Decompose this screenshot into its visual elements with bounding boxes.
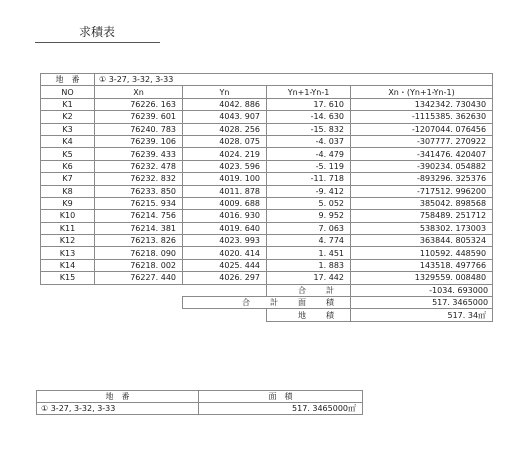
row-dy: -4. 037: [267, 135, 351, 147]
table-row: [41, 259, 493, 271]
row-yn: 4024. 219: [183, 148, 267, 160]
row-dy: -5. 119: [267, 160, 351, 172]
row-yn: 4028. 075: [183, 135, 267, 147]
row-dy: -4. 479: [267, 148, 351, 160]
col-header-dy: Yn+1-Yn-1: [267, 86, 351, 98]
table-row: [41, 123, 493, 135]
area-calculation-table: [40, 73, 493, 322]
summary-data-row: [37, 403, 363, 415]
row-dy: 1. 883: [267, 259, 351, 271]
summary-lot: ① 3-27, 3-32, 3-33: [37, 403, 199, 415]
row-no: K1: [41, 98, 95, 110]
table-row: [41, 222, 493, 234]
row-dy: 5. 052: [267, 197, 351, 209]
row-yn: 4025. 444: [183, 259, 267, 271]
row-xn: 76232. 478: [95, 160, 183, 172]
row-product: -341476. 420407: [351, 148, 493, 160]
area-total-label: 合 計 面 積: [183, 297, 351, 309]
row-no: K5: [41, 148, 95, 160]
lot-row: [41, 74, 493, 86]
row-dy: -11. 718: [267, 173, 351, 185]
row-no: K2: [41, 111, 95, 123]
title-underline: [35, 42, 160, 43]
row-yn: 4011. 878: [183, 185, 267, 197]
row-yn: 4009. 688: [183, 197, 267, 209]
row-yn: 4023. 596: [183, 160, 267, 172]
title-block: [35, 24, 160, 43]
page-title: 求積表: [79, 25, 116, 39]
summary-area-cell: [199, 403, 363, 415]
row-dy: 1. 451: [267, 247, 351, 259]
row-dy: 17. 442: [267, 272, 351, 284]
row-product: 385042. 898568: [351, 197, 493, 209]
row-product: 758489. 251712: [351, 210, 493, 222]
row-xn: 76227. 440: [95, 272, 183, 284]
summary-header-row: [37, 391, 363, 403]
summary-table: [36, 390, 363, 415]
column-header-row: [41, 86, 493, 98]
row-no: K13: [41, 247, 95, 259]
table-row: [41, 173, 493, 185]
sum-row: [41, 284, 493, 296]
row-no: K12: [41, 235, 95, 247]
chiseki-cell: [351, 309, 493, 321]
row-xn: 76233. 850: [95, 185, 183, 197]
row-xn: 76218. 090: [95, 247, 183, 259]
row-no: K9: [41, 197, 95, 209]
row-xn: 76239. 601: [95, 111, 183, 123]
sum-label: 合 計: [267, 284, 351, 296]
table-row: [41, 98, 493, 110]
row-product: -893296. 325376: [351, 173, 493, 185]
row-xn: 76239. 106: [95, 135, 183, 147]
col-header-product: Xn・(Yn+1-Yn-1): [351, 86, 493, 98]
col-header-no: NO: [41, 86, 95, 98]
summary-header-lot: 地 番: [37, 391, 199, 403]
summary-header-area: 面 積: [199, 391, 363, 403]
row-no: K3: [41, 123, 95, 135]
row-product: -1207044. 076456: [351, 123, 493, 135]
row-xn: 76226. 163: [95, 98, 183, 110]
row-product: 143518. 497766: [351, 259, 493, 271]
row-dy: 7. 063: [267, 222, 351, 234]
lot-label: 地 番: [41, 74, 95, 86]
row-xn: 76232. 832: [95, 173, 183, 185]
row-xn: 76213. 826: [95, 235, 183, 247]
summary-area: 517. 3465000: [292, 404, 348, 413]
summary-unit: ㎡: [348, 404, 356, 413]
area-total-row: [41, 297, 493, 309]
row-yn: 4028. 256: [183, 123, 267, 135]
row-xn: 76214. 756: [95, 210, 183, 222]
row-yn: 4020. 414: [183, 247, 267, 259]
row-yn: 4019. 640: [183, 222, 267, 234]
table-row: [41, 247, 493, 259]
row-product: -390234. 054882: [351, 160, 493, 172]
row-xn: 76214. 381: [95, 222, 183, 234]
lot-value: ① 3-27, 3-32, 3-33: [95, 74, 493, 86]
row-no: K10: [41, 210, 95, 222]
table-row: [41, 160, 493, 172]
row-product: 363844. 805324: [351, 235, 493, 247]
chiseki-unit: ㎡: [478, 310, 487, 320]
sum-value: -1034. 693000: [351, 284, 493, 296]
table-row: [41, 111, 493, 123]
table-row: [41, 235, 493, 247]
row-dy: 9. 952: [267, 210, 351, 222]
row-no: K11: [41, 222, 95, 234]
row-dy: -9. 412: [267, 185, 351, 197]
row-no: K14: [41, 259, 95, 271]
row-product: -717512. 996200: [351, 185, 493, 197]
row-dy: 17. 610: [267, 98, 351, 110]
row-product: 1342342. 730430: [351, 98, 493, 110]
row-no: K15: [41, 272, 95, 284]
row-product: 110592. 448590: [351, 247, 493, 259]
row-xn: 76215. 934: [95, 197, 183, 209]
row-no: K4: [41, 135, 95, 147]
row-product: -307777. 270922: [351, 135, 493, 147]
row-no: K8: [41, 185, 95, 197]
table-row: [41, 148, 493, 160]
table-row: [41, 272, 493, 284]
chiseki-value: 517. 34: [447, 310, 479, 320]
row-xn: 76240. 783: [95, 123, 183, 135]
chiseki-label: 地 積: [267, 309, 351, 321]
row-product: 538302. 173003: [351, 222, 493, 234]
table-row: [41, 197, 493, 209]
row-yn: 4019. 100: [183, 173, 267, 185]
row-no: K7: [41, 173, 95, 185]
chiseki-row: [41, 309, 493, 321]
area-total-value: 517. 3465000: [351, 297, 493, 309]
table-row: [41, 210, 493, 222]
row-product: 1329559. 008480: [351, 272, 493, 284]
row-product: -1115385. 362630: [351, 111, 493, 123]
row-yn: 4026. 297: [183, 272, 267, 284]
row-xn: 76239. 433: [95, 148, 183, 160]
col-header-xn: Xn: [95, 86, 183, 98]
row-no: K6: [41, 160, 95, 172]
row-dy: -14. 630: [267, 111, 351, 123]
row-dy: 4. 774: [267, 235, 351, 247]
row-yn: 4043. 907: [183, 111, 267, 123]
table-row: [41, 135, 493, 147]
row-yn: 4042. 886: [183, 98, 267, 110]
col-header-yn: Yn: [183, 86, 267, 98]
row-dy: -15. 832: [267, 123, 351, 135]
row-xn: 76218. 002: [95, 259, 183, 271]
row-yn: 4016. 930: [183, 210, 267, 222]
table-row: [41, 185, 493, 197]
row-yn: 4023. 993: [183, 235, 267, 247]
